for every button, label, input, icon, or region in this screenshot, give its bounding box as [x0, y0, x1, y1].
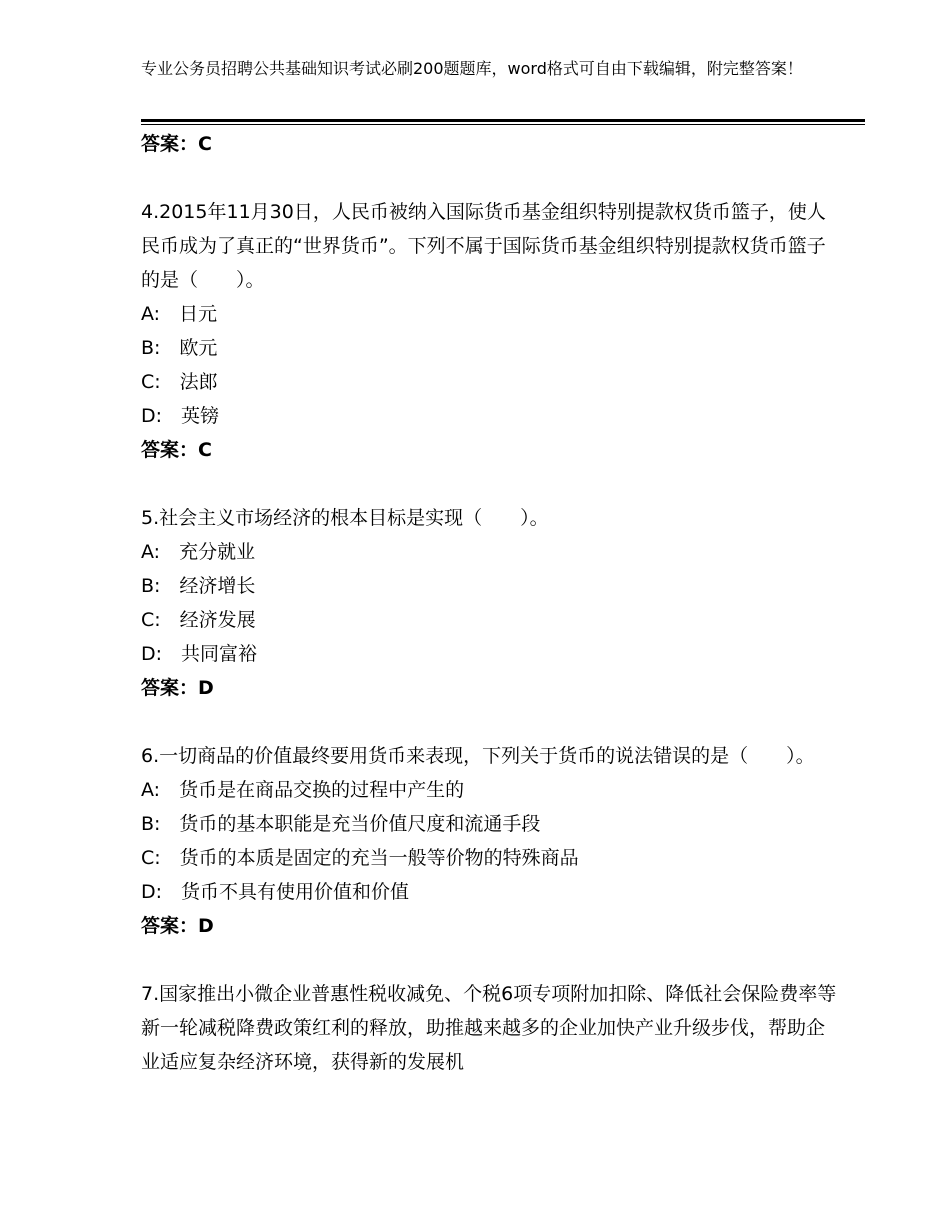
- option-a: A: 货币是在商品交换的过程中产生的: [141, 779, 465, 801]
- option-d: D: 共同富裕: [141, 643, 258, 665]
- answer-line: 答案：C: [141, 133, 212, 155]
- question-stem: 5.社会主义市场经济的根本目标是实现（ ）。: [141, 507, 549, 529]
- answer-line: 答案：C: [141, 439, 212, 461]
- question-list: [141, 127, 841, 1079]
- option-a: A: 日元: [141, 303, 218, 325]
- header-rule-thick: [141, 119, 865, 122]
- answer-line: 答案：D: [141, 915, 214, 937]
- answer-line: 答案：D: [141, 677, 214, 699]
- option-d: D: 货币不具有使用价值和价值: [141, 881, 410, 903]
- question-5: [141, 501, 841, 705]
- page-header: 专业公务员招聘公共基础知识考试必刷200题题库，word格式可自由下载编辑，附完整答案！: [141, 59, 803, 78]
- option-a: A: 充分就业: [141, 541, 256, 563]
- option-c: C: 经济发展: [141, 609, 256, 631]
- option-c: C: 法郎: [141, 371, 218, 393]
- header-rule-thin: [141, 124, 865, 125]
- option-b: B: 欧元: [141, 337, 218, 359]
- option-b: B: 经济增长: [141, 575, 256, 597]
- question-stem: 6.一切商品的价值最终要用货币来表现，下列关于货币的说法错误的是（ ）。: [141, 745, 815, 767]
- option-c: C: 货币的本质是固定的充当一般等价物的特殊商品: [141, 847, 579, 869]
- question-stem: 4.2015年11月30日，人民币被纳入国际货币基金组织特别提款权货币篮子，使人民币成为了真正的“世界货币”。下列不属于国际货币基金组织特别提款权货币篮子的是（ ）。: [141, 201, 826, 291]
- question-7: [141, 977, 841, 1079]
- question-stem: 7.国家推出小微企业普惠性税收减免、个税6项专项附加扣除、降低社会保险费率等新一轮减税降费政策红利的释放，助推越来越多的企业加快产业升级步伐，帮助企业适应复杂经济环境，获得新的发展机: [141, 983, 837, 1073]
- option-b: B: 货币的基本职能是充当价值尺度和流通手段: [141, 813, 541, 835]
- option-d: D: 英镑: [141, 405, 220, 427]
- question-4: [141, 195, 841, 467]
- question-6: [141, 739, 841, 943]
